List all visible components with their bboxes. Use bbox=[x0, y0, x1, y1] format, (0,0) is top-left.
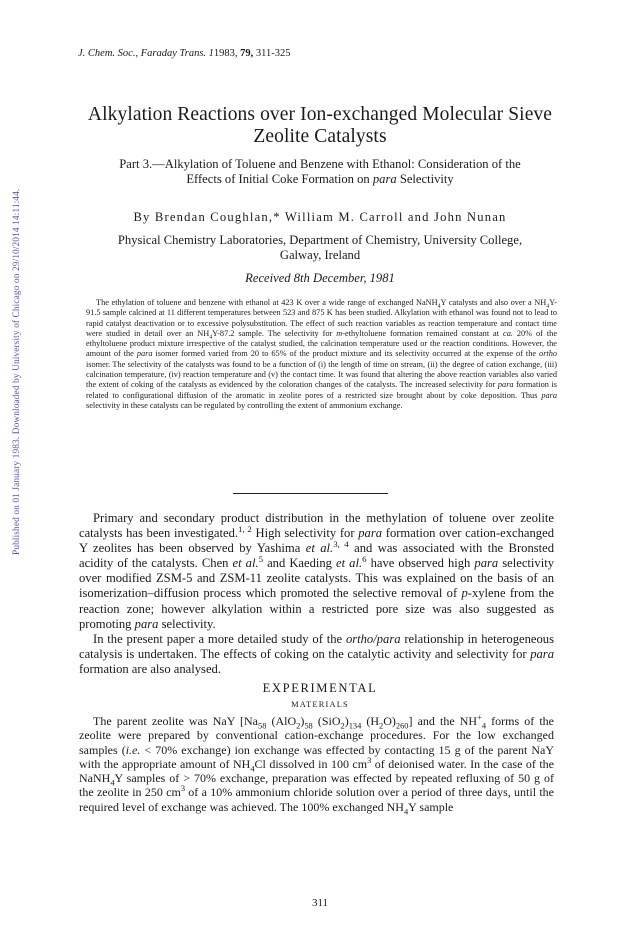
affiliation-line-2: Galway, Ireland bbox=[279, 248, 361, 262]
journal-series: 1 bbox=[208, 48, 214, 59]
journal-volume: 79, bbox=[240, 48, 254, 59]
subtitle-text: Effects of Initial Coke Formation on bbox=[186, 172, 370, 186]
section-divider bbox=[233, 493, 388, 494]
abstract bbox=[86, 298, 557, 411]
introduction bbox=[79, 511, 554, 677]
article-title bbox=[60, 104, 580, 148]
journal-pages: 311-325 bbox=[255, 48, 291, 59]
journal-year: 1983, bbox=[213, 48, 238, 59]
subsection-heading: MATERIALS bbox=[291, 700, 349, 709]
subtitle-text: Selectivity bbox=[399, 172, 454, 186]
subtitle-emphasis: para bbox=[372, 172, 397, 186]
materials-section bbox=[79, 713, 555, 817]
subtitle-line-1: Part 3.—Alkylation of Toluene and Benzene with Ethanol: Consideration of the bbox=[119, 157, 521, 171]
journal-name: J. Chem. Soc., Faraday Trans. bbox=[78, 48, 207, 59]
section-heading: EXPERIMENTAL bbox=[262, 681, 378, 695]
page-number: 311 bbox=[311, 897, 329, 909]
subtitle-line-2 bbox=[70, 172, 570, 187]
received-date: Received 8th December, 1981 bbox=[245, 271, 395, 285]
intro-paragraph-2: In the present paper a more detailed study of the ortho/para relationship in heterogeneous catalysis is undertaken. The effects of coking on the catalytic activity and selectivity for para formation are also analysed. bbox=[79, 631, 554, 676]
download-watermark: Published on 01 January 1983. Downloaded by University of Chicago on 29/10/2014 14:11:44. bbox=[12, 188, 22, 555]
author-list: By Brendan Coughlan,* William M. Carroll and John Nunan bbox=[133, 210, 507, 224]
intro-paragraph-1: Primary and secondary product distribution in the methylation of toluene over zeolite catalysts has been investigated.$^{1, 2}$ High selectivity for para formation over cation-exchanged Y zeolites has been observed by Yashima et al.$^{3, 4}$ and was associated with the Bronsted acidity of the catalysts. Chen et al.$^5$ and Kaeding et al.$^6$ have observed high para selectivity over modified ZSM-5 and ZSM-11 zeolite catalysts. This was explained on the basis of an isomerization–diffusion process which promoted the selective removal of p-xylene from the reaction zone; however alkylation within a restricted pore size was also suggested as promoting para selectivity. bbox=[79, 511, 555, 631]
journal-citation bbox=[78, 48, 291, 59]
affiliation-line-1: Physical Chemistry Laboratories, Department of Chemistry, University College, bbox=[117, 233, 523, 247]
materials-paragraph: The parent zeolite was NaY [$Na_{58}$ $(AlO_2)_{58}$ $(SiO_2)_{134}$ $(H_2O)_{260}$] and the $NH^+_4$ forms of the zeolite were prepared by conventional cation-exchange procedures. For the low exchanged samples (i.e. < 70% exchange) ion exchange was effected by contacting 15 g of the parent NaY with the appropriate amount of $NH_4Cl$ dissolved in 100 $cm^3$ of deionised water. In the case of the NaNH$_4$Y samples of > 70% exchange, preparation was effected by repeated refluxing of 50 g of the zeolite in 250 $cm^3$ of a 10% ammonium chloride solution over a period of three days, until the required level of exchange was achieved. The 100% exchanged $NH_4Y$ sample bbox=[79, 713, 555, 817]
article-subtitle bbox=[70, 157, 570, 187]
title-line-2: Zeolite Catalysts bbox=[253, 126, 387, 147]
abstract-paragraph: The ethylation of toluene and benzene with ethanol at 423 K over a wide range of exchanged NaNH$_4$Y catalysts and also over a $NH_4Y-91.5$ sample calcined at 11 different temperatures between 523 and 875 K has been studied. Alkylation with ethanol was found not to lead to rapid catalyst deactivation or to excessive polysubstitution. The effect of such reaction variables as reaction temperature and contact time were studied in detail over an $NH_4Y-87.2$ sample. The selectivity for m-ethyltoluene formation remained constant at ca. 20% of the ethyltoluene product mixture irrespective of the catalyst studied, the calcination temperature used or the reaction conditions. However, the amount of the para isomer formed varied from 20 to 65% of the product mixture and its selectivity occurred at the expense of the ortho isomer. The selectivity of the catalysts was found to be a function of (i) the length of time on stream, (ii) the degree of cation exchange, (iii) calcination temperature, (iv) reaction temperature and (v) the contact time. It was found that altering the above reaction variables also varied the extent of coking of the catalysts as evidenced by the coloration changes of the catalysts. The increased selectivity for para formation is related to configurational diffusion of the aromatic in zeolite pores of a restricted size brought about by coke deposition. Thus para selectivity in these catalysts can be regulated by controlling the extent of ammonium exchange. bbox=[86, 298, 558, 410]
affiliation bbox=[70, 233, 570, 263]
title-line-1: Alkylation Reactions over Ion-exchanged Molecular Sieve bbox=[87, 104, 553, 125]
